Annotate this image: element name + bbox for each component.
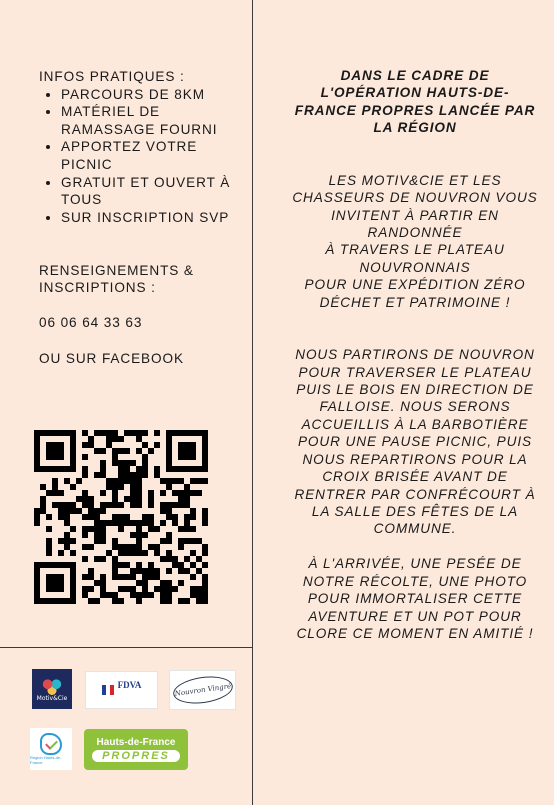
logo-mark-icon xyxy=(41,677,63,695)
facebook-link[interactable]: OU SUR FACEBOOK xyxy=(39,350,184,366)
arrival-description: À L'ARRIVÉE, UNE PESÉE DE NOTRE RÉCOLTE, UNE PHOTO POUR IMMORTALISER CETTE AVENTURE ET UN POT POUR CLORE CE MOMENT EN AMITIÉ ! xyxy=(296,556,534,641)
fdva-logo xyxy=(85,671,158,709)
intro-line-1: LES MOTIV&CIE ET LES CHASSEURS DE NOUVRON VOUS INVITENT À PARTIR EN RANDONNÉE xyxy=(292,172,538,241)
hauts-de-france-propres-logo xyxy=(84,729,188,770)
vertical-divider xyxy=(252,0,253,805)
region-hauts-de-france-logo xyxy=(30,728,72,770)
hdf-logo-line-2: PROPRES xyxy=(92,750,180,762)
practical-info xyxy=(39,68,244,367)
hdf-logo-line-1: Hauts-de-France xyxy=(96,737,176,748)
intro-line-3: POUR UNE EXPÉDITION ZÉRO DÉCHET ET PATRIMOINE ! xyxy=(304,277,526,310)
nouvron-logo-text: Nouvron Vingré xyxy=(173,682,232,698)
operation-title: DANS LE CADRE DE L'OPÉRATION HAUTS-DE-FRANCE PROPRES LANCÉE PAR LA RÉGION xyxy=(294,68,536,136)
fdva-logo-text: FDVA xyxy=(117,680,142,690)
list-item: • PARCOURS DE 8KM xyxy=(61,86,244,104)
motiv-cie-logo xyxy=(32,669,72,709)
contact-heading: RENSEIGNEMENTS & INSCRIPTIONS : xyxy=(39,262,194,296)
french-flag-icon xyxy=(102,685,114,695)
event-description xyxy=(292,67,538,642)
intro-line-2: À TRAVERS LE PLATEAU NOUVRONNAIS xyxy=(325,242,505,275)
infos-heading: INFOS PRATIQUES : xyxy=(39,69,185,84)
phone-number: 06 06 64 33 63 xyxy=(39,315,143,331)
nouvron-vingre-logo xyxy=(169,670,236,710)
region-logo-text: Région Hauts-de-France xyxy=(30,755,62,765)
list-item: • APPORTEZ VOTRE PICNIC xyxy=(61,138,244,173)
motiv-logo-text: Motiv&Cie xyxy=(36,694,68,702)
list-item: • SUR INSCRIPTION SVP xyxy=(61,209,244,227)
list-item: • GRATUIT ET OUVERT À TOUS xyxy=(61,174,244,209)
route-description: NOUS PARTIRONS DE NOUVRON POUR TRAVERSER LE PLATEAU PUIS LE BOIS EN DIRECTION DE FALLOISE. NOUS SERONS ACCUEILLIS À LA BARBOTIÈRE POUR UNE PAUSE PICNIC, PUIS NOUS REPARTIRONS POUR LA CROIX BRISÉE AVANT DE RENTRER PAR CONFRÉCOURT À LA SALLE DES FÊTES DE LA COMMUNE. xyxy=(294,347,536,537)
horizontal-divider xyxy=(0,647,252,648)
list-item: • MATÉRIEL DE RAMASSAGE FOURNI xyxy=(61,103,244,138)
region-map-icon xyxy=(40,733,62,755)
qr-code[interactable] xyxy=(34,430,208,604)
infos-list xyxy=(39,86,244,227)
